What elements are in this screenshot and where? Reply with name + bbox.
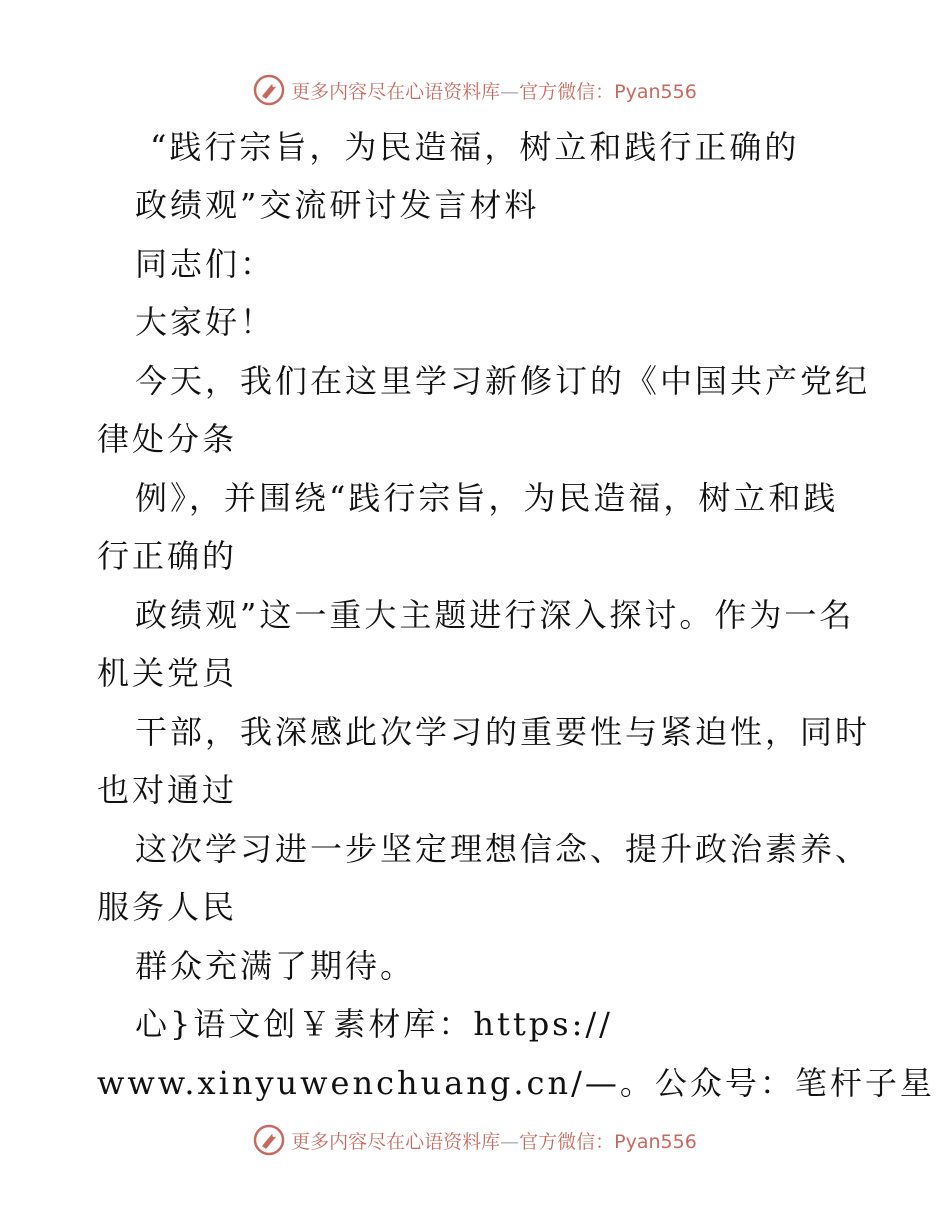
banner-main-text: 更多内容尽在心语资料库 [291,1130,501,1153]
banner-main-text: 更多内容尽在心语资料库 [291,80,501,103]
body-line: 群众充满了期待。 [135,947,416,985]
body-line: 政绩观”这一重大主题进行深入探讨。作为一名 [135,596,855,634]
banner-wechat-text: 官方微信：Pyan556 [519,1130,697,1153]
document-title-line-2: 政绩观”交流研讨发言材料 [135,186,540,224]
banner-text [291,77,697,104]
pen-nib-circle-logo-icon [253,74,285,106]
document-title-line-1: “践行宗旨，为民造福，树立和践行正确的 [150,128,800,166]
body-line: www.xinyuwenchuang.cn/—。公众号：笔杆子星 [97,1064,935,1102]
body-line: 心}语文创￥素材库：https:// [135,1005,613,1043]
body-line: 机关党员 [97,654,238,692]
body-line: 服务人民 [97,888,238,926]
footer-watermark-banner [0,1120,950,1160]
body-line: 这次学习进一步坚定理想信念、提升政治素养、 [135,830,871,868]
body-line: 律处分条 [97,420,238,458]
salutation: 同志们： [135,245,276,283]
banner-separator: — [500,80,520,103]
greeting: 大家好！ [135,303,276,341]
body-line: 行正确的 [97,537,238,575]
header-watermark-banner [0,70,950,110]
body-line: 今天，我们在这里学习新修订的《中国共产党纪 [135,362,871,400]
banner-text [291,1127,697,1154]
banner-wechat-text: 官方微信：Pyan556 [519,80,697,103]
body-line: 也对通过 [97,771,238,809]
body-line: 例》，并围绕“践行宗旨，为民造福，树立和践 [135,479,839,517]
banner-separator: — [500,1130,520,1153]
pen-nib-circle-logo-icon [253,1124,285,1156]
body-line: 干部，我深感此次学习的重要性与紧迫性，同时 [135,713,871,751]
